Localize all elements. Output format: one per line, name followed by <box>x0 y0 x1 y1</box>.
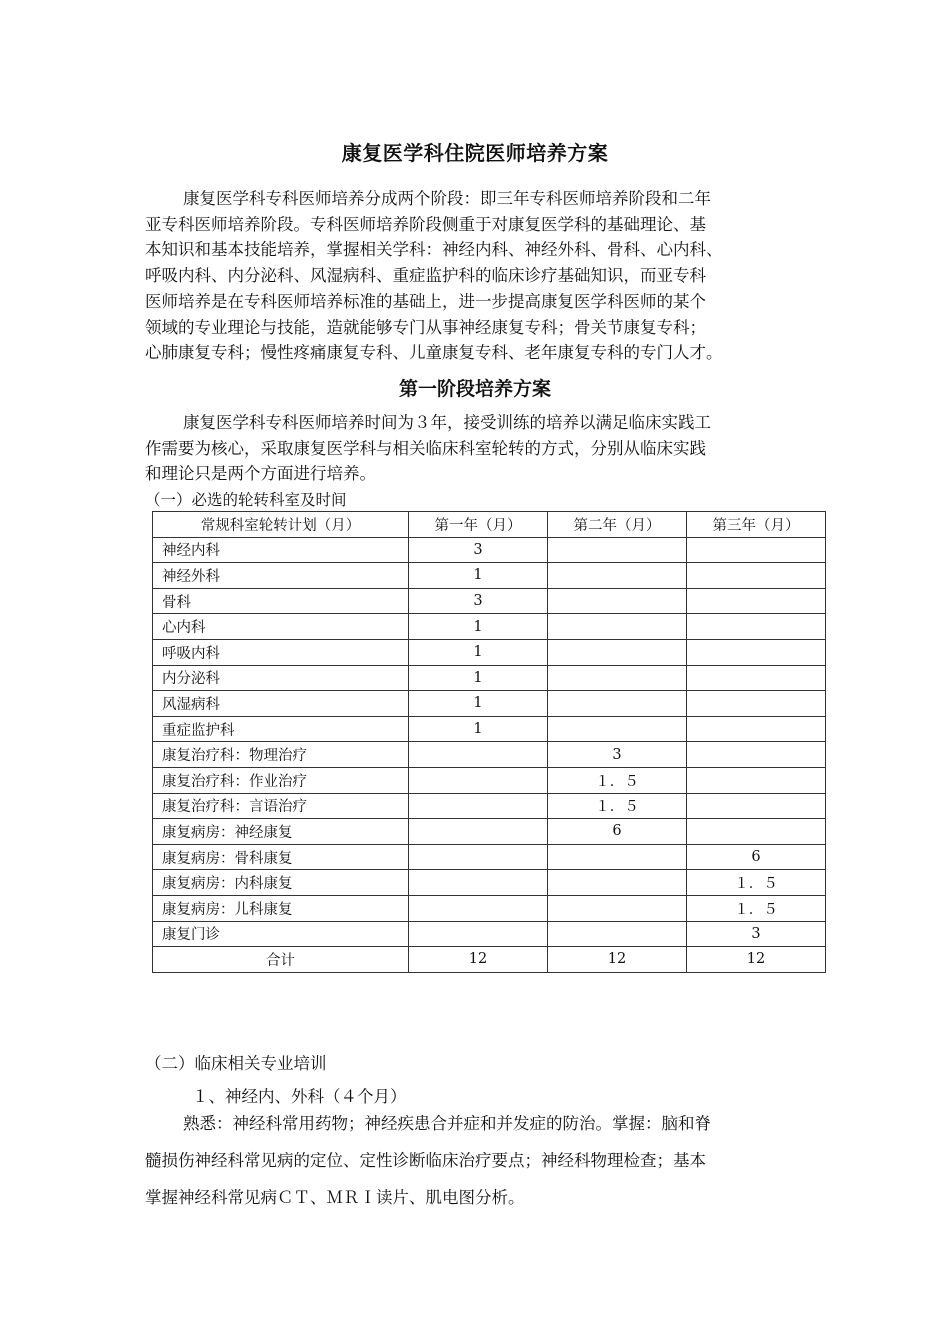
stage1-heading: 第一阶段培养方案 <box>398 378 551 400</box>
dept-cell: 风湿病科 <box>153 691 409 717</box>
month-cell <box>687 563 826 589</box>
month-cell: 3 <box>409 588 548 614</box>
month-cell <box>409 819 548 845</box>
intro-paragraph <box>145 186 810 366</box>
table-row <box>153 793 826 819</box>
section2-line: 熟悉：神经科常用药物；神经疾患合并症和并发症的防治。掌握：脑和脊 <box>183 1114 711 1133</box>
month-cell <box>409 870 548 896</box>
dept-cell: 康复病房：骨科康复 <box>153 844 409 870</box>
intro-line: 心肺康复专科；慢性疼痛康复专科、儿童康复专科、老年康复专科的专门人才。 <box>145 343 723 363</box>
month-cell <box>687 793 826 819</box>
table-header-row <box>153 512 826 538</box>
month-cell <box>687 819 826 845</box>
month-cell: 3 <box>409 537 548 563</box>
table-row <box>153 895 826 921</box>
header-cell: 第二年（月） <box>548 512 687 538</box>
month-cell: １．５ <box>548 793 687 819</box>
rotation-table <box>152 511 826 973</box>
intro-line: 领域的专业理论与技能，造就能够专门从事神经康复专科；骨关节康复专科； <box>145 317 706 337</box>
table-row <box>153 537 826 563</box>
month-cell <box>409 895 548 921</box>
section2-heading: （二）临床相关专业培训 <box>145 1054 327 1073</box>
table-row <box>153 921 826 947</box>
dept-cell: 康复病房：儿科康复 <box>153 895 409 921</box>
dept-cell: 重症监护科 <box>153 716 409 742</box>
table-row <box>153 639 826 665</box>
table-row <box>153 742 826 768</box>
total-label-cell: 合计 <box>153 947 409 973</box>
dept-cell: 康复病房：内科康复 <box>153 870 409 896</box>
table-row <box>153 691 826 717</box>
dept-cell: 神经外科 <box>153 563 409 589</box>
dept-cell: 心内科 <box>153 614 409 640</box>
month-cell: 6 <box>548 819 687 845</box>
month-cell <box>548 691 687 717</box>
month-cell: 3 <box>687 921 826 947</box>
month-cell: 1 <box>409 614 548 640</box>
intro-line: 本知识和基本技能培养，掌握相关学科：神经内科、神经外科、骨科、心内科、 <box>145 240 723 260</box>
total-value-cell: 12 <box>687 947 826 973</box>
table-row <box>153 665 826 691</box>
stage1-paragraph <box>145 410 810 487</box>
month-cell <box>687 716 826 742</box>
total-value-cell: 12 <box>548 947 687 973</box>
month-cell: 1 <box>409 665 548 691</box>
month-cell: １．５ <box>687 870 826 896</box>
intro-line: 医师培养是在专科医师培养标准的基础上，进一步提高康复医学科医师的某个 <box>145 291 706 311</box>
table-row <box>153 588 826 614</box>
month-cell <box>409 767 548 793</box>
section2-sub-heading: １、神经内、外科（４个月） <box>192 1087 407 1106</box>
month-cell: 1 <box>409 563 548 589</box>
stage1-line: 康复医学科专科医师培养时间为３年，接受训练的培养以满足临床实践工 <box>183 413 711 432</box>
month-cell <box>687 639 826 665</box>
section2-line: 掌握神经科常见病ＣＴ、ＭＲＩ读片、肌电图分析。 <box>145 1188 525 1207</box>
intro-line: 亚专科医师培养阶段。专科医师培养阶段侧重于对康复医学科的基础理论、基 <box>145 214 706 234</box>
month-cell <box>409 742 548 768</box>
table-row <box>153 844 826 870</box>
month-cell: １．５ <box>687 895 826 921</box>
dept-cell: 康复门诊 <box>153 921 409 947</box>
month-cell <box>687 767 826 793</box>
month-cell: 1 <box>409 691 548 717</box>
month-cell: １．５ <box>548 767 687 793</box>
section2-line: 髓损伤神经科常见病的定位、定性诊断临床治疗要点；神经科物理检查；基本 <box>145 1151 706 1170</box>
table-row <box>153 614 826 640</box>
header-cell: 常规科室轮转计划（月） <box>153 512 409 538</box>
month-cell <box>409 921 548 947</box>
month-cell <box>548 870 687 896</box>
table-row <box>153 716 826 742</box>
dept-cell: 骨科 <box>153 588 409 614</box>
month-cell <box>548 844 687 870</box>
month-cell: 6 <box>687 844 826 870</box>
month-cell <box>409 793 548 819</box>
month-cell: 1 <box>409 716 548 742</box>
month-cell <box>548 537 687 563</box>
month-cell <box>687 665 826 691</box>
month-cell <box>548 639 687 665</box>
document-title: 康复医学科住院医师培养方案 <box>341 141 609 165</box>
month-cell <box>687 588 826 614</box>
dept-cell: 康复治疗科：言语治疗 <box>153 793 409 819</box>
month-cell <box>548 614 687 640</box>
month-cell <box>548 716 687 742</box>
month-cell <box>548 895 687 921</box>
intro-line: 康复医学科专科医师培养分成两个阶段：即三年专科医师培养阶段和二年 <box>183 189 711 208</box>
dept-cell: 康复治疗科：物理治疗 <box>153 742 409 768</box>
table-row <box>153 870 826 896</box>
dept-cell: 神经内科 <box>153 537 409 563</box>
month-cell <box>548 921 687 947</box>
month-cell <box>548 563 687 589</box>
intro-line: 呼吸内科、内分泌科、风湿病科、重症监护科的临床诊疗基础知识，而亚专科 <box>145 266 706 286</box>
section2-paragraph <box>145 1105 810 1216</box>
table-row <box>153 819 826 845</box>
dept-cell: 内分泌科 <box>153 665 409 691</box>
month-cell: 3 <box>548 742 687 768</box>
month-cell <box>548 665 687 691</box>
table-row <box>153 767 826 793</box>
header-cell: 第一年（月） <box>409 512 548 538</box>
month-cell <box>687 614 826 640</box>
total-value-cell: 12 <box>409 947 548 973</box>
month-cell <box>409 844 548 870</box>
table-total-row <box>153 947 826 973</box>
month-cell <box>687 691 826 717</box>
dept-cell: 呼吸内科 <box>153 639 409 665</box>
header-cell: 第三年（月） <box>687 512 826 538</box>
month-cell <box>548 588 687 614</box>
month-cell <box>687 742 826 768</box>
month-cell: 1 <box>409 639 548 665</box>
stage1-line: 作需要为核心，采取康复医学科与相关临床科室轮转的方式，分别从临床实践 <box>145 438 706 458</box>
dept-cell: 康复病房：神经康复 <box>153 819 409 845</box>
table-caption: （一）必选的轮转科室及时间 <box>145 491 347 509</box>
stage1-line: 和理论只是两个方面进行培养。 <box>145 464 376 484</box>
table-row <box>153 563 826 589</box>
dept-cell: 康复治疗科：作业治疗 <box>153 767 409 793</box>
month-cell <box>687 537 826 563</box>
